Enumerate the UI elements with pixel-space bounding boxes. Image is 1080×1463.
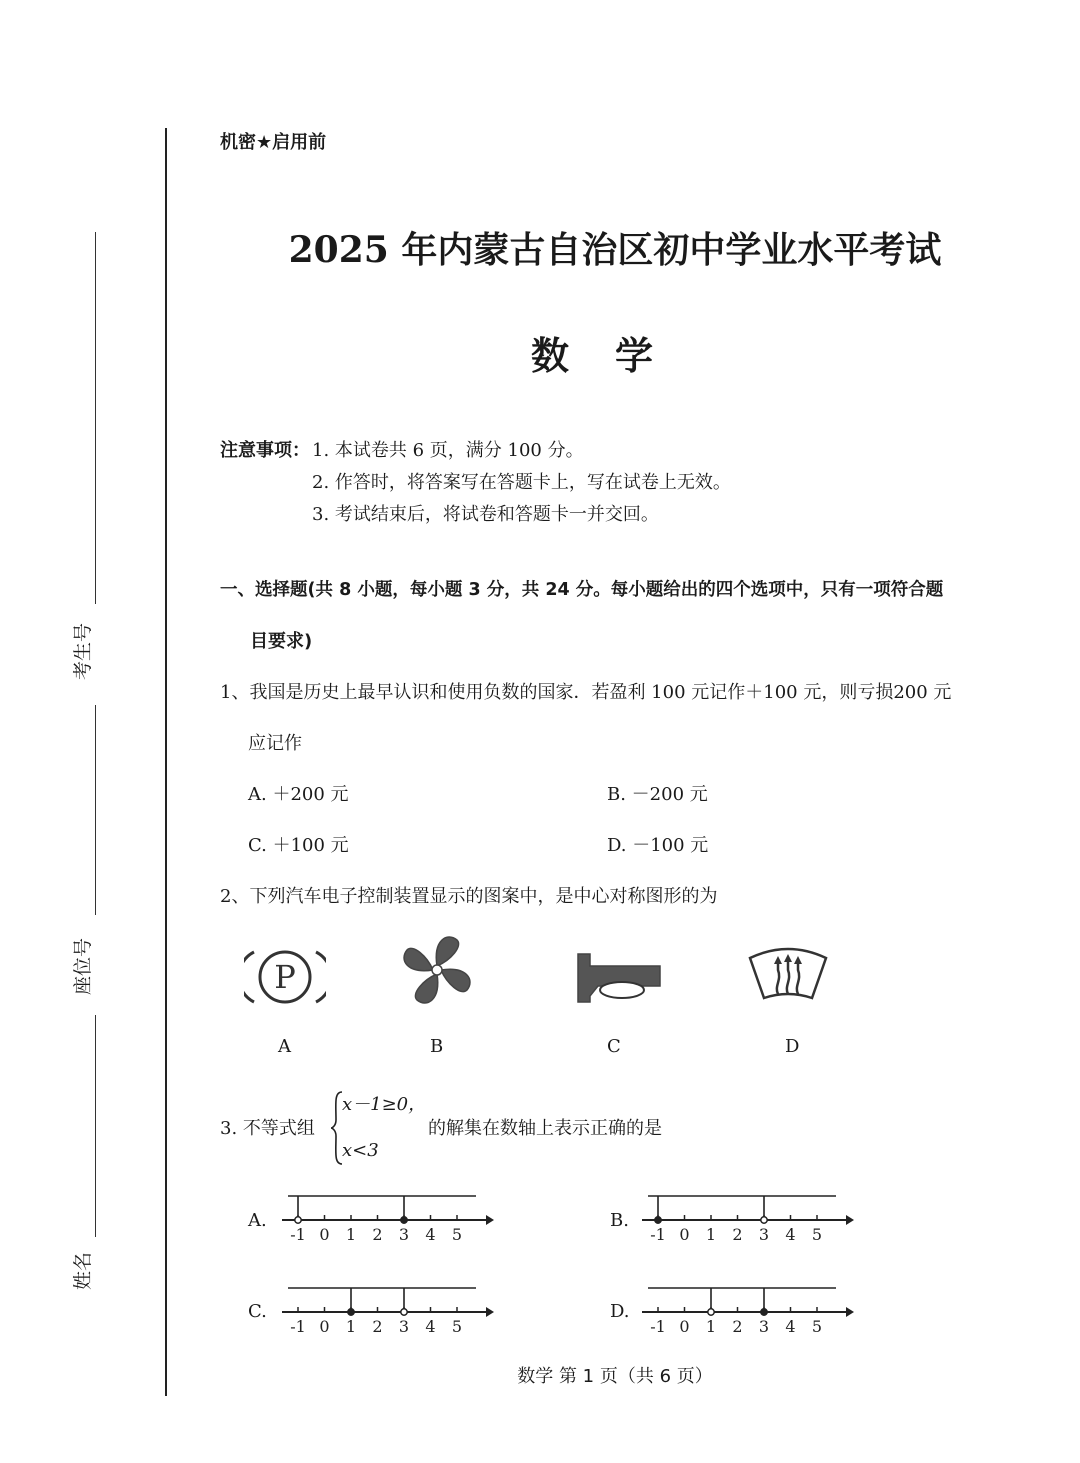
tick-label: 0 <box>679 1225 690 1244</box>
subject-title: 数学 <box>530 333 699 378</box>
closed-dot <box>348 1309 354 1315</box>
q3-label-a: A. <box>248 1210 267 1231</box>
number-line-b <box>640 1190 860 1246</box>
tick-label: 5 <box>811 1317 823 1336</box>
note-item-1: 1. 本试卷共 6 页，满分 100 分。 <box>312 440 584 461</box>
open-dot <box>708 1309 714 1315</box>
tick-label: 3 <box>398 1317 410 1336</box>
q2-label-a: A <box>278 1036 291 1057</box>
axis-arrow <box>846 1215 854 1225</box>
tick-label: 4 <box>785 1225 796 1244</box>
number-line-a <box>280 1190 500 1246</box>
name-field-line <box>95 1015 96 1237</box>
tick-label: 5 <box>811 1225 823 1244</box>
seat-number-field-line <box>95 705 96 915</box>
q3-label-d: D. <box>610 1301 630 1322</box>
q1-stem-line1: 1、我国是历史上最早认识和使用负数的国家．若盈利 100 元记作＋100 元，则亏损200 元 <box>220 682 952 703</box>
exam-number-field-line <box>95 232 96 604</box>
axis-arrow <box>846 1307 854 1317</box>
q2-stem: 2、下列汽车电子控制装置显示的图案中，是中心对称图形的为 <box>220 886 718 907</box>
tick-label: 5 <box>451 1317 463 1336</box>
exam-number-label: 考生号 <box>72 622 94 680</box>
tick-label: 2 <box>372 1317 383 1336</box>
note-item-2: 2. 作答时，将答案写在答题卡上，写在试卷上无效。 <box>312 472 731 493</box>
tick-label: -1 <box>650 1225 666 1244</box>
closed-dot <box>655 1217 661 1223</box>
closed-dot <box>401 1217 407 1223</box>
tick-label: -1 <box>290 1317 306 1336</box>
open-dot <box>295 1217 301 1223</box>
q3-stem-prefix: 3. 不等式组 <box>220 1118 315 1139</box>
tick-label: 2 <box>732 1225 743 1244</box>
tick-label: 0 <box>679 1317 690 1336</box>
page-footer: 数学 第 1 页（共 6 页） <box>517 1366 713 1387</box>
parking-letter: P <box>274 958 296 996</box>
q3-label-b: B. <box>610 1210 629 1231</box>
q2-label-b: B <box>430 1036 444 1057</box>
seat-number-label: 座位号 <box>72 937 94 995</box>
tick-label: -1 <box>290 1225 306 1244</box>
name-label: 姓名 <box>72 1251 94 1290</box>
note-item-3: 3. 考试结束后，将试卷和答题卡一并交回。 <box>312 504 659 525</box>
open-dot <box>761 1217 767 1223</box>
exam-title: 2025 年内蒙古自治区初中学业水平考试 <box>288 229 942 271</box>
q2-label-c: C <box>607 1036 621 1057</box>
tick-label: 4 <box>785 1317 796 1336</box>
tick-label: 0 <box>319 1225 330 1244</box>
tick-label: 0 <box>319 1317 330 1336</box>
q1-option-b: B. －200 元 <box>607 784 708 805</box>
tick-label: 3 <box>758 1317 770 1336</box>
tick-label: 1 <box>705 1317 717 1336</box>
tick-label: 1 <box>705 1225 717 1244</box>
axis-arrow <box>486 1307 494 1317</box>
axis-arrow <box>486 1215 494 1225</box>
confidential-mark: 机密★启用前 <box>220 132 327 153</box>
rear-defrost-icon <box>746 946 830 1006</box>
q1-option-d: D. －100 元 <box>607 835 709 856</box>
number-line-c <box>280 1282 500 1338</box>
section-title-line1: 一、选择题(共 8 小题，每小题 3 分，共 24 分。每小题给出的四个选项中，只有一项符合题 <box>220 580 944 600</box>
fan-icon <box>402 932 472 1008</box>
parking-brake-icon <box>244 946 326 1008</box>
tick-label: 4 <box>425 1225 436 1244</box>
tick-label: 5 <box>451 1225 463 1244</box>
tick-label: 1 <box>345 1317 357 1336</box>
tick-label: 2 <box>372 1225 383 1244</box>
section-title-line2: 目要求) <box>250 631 313 652</box>
q2-label-d: D <box>785 1036 800 1057</box>
q3-inequality-1: x－1≥0， <box>342 1094 427 1115</box>
horn-icon <box>574 950 666 1006</box>
tick-label: 3 <box>398 1225 410 1244</box>
tick-label: 2 <box>732 1317 743 1336</box>
closed-dot <box>761 1309 767 1315</box>
tick-label: 1 <box>345 1225 357 1244</box>
notes-heading: 注意事项： <box>220 440 310 461</box>
q1-option-a: A. ＋200 元 <box>248 784 349 805</box>
q3-label-c: C. <box>248 1301 267 1322</box>
binding-line <box>165 128 167 1396</box>
q3-inequality-2: x<3 <box>342 1140 379 1161</box>
tick-label: -1 <box>650 1317 666 1336</box>
tick-label: 3 <box>758 1225 770 1244</box>
q1-option-c: C. ＋100 元 <box>248 835 349 856</box>
open-dot <box>401 1309 407 1315</box>
q3-stem-suffix: 的解集在数轴上表示正确的是 <box>428 1118 662 1139</box>
tick-label: 4 <box>425 1317 436 1336</box>
q1-stem-line2: 应记作 <box>248 733 302 754</box>
number-line-d <box>640 1282 860 1338</box>
